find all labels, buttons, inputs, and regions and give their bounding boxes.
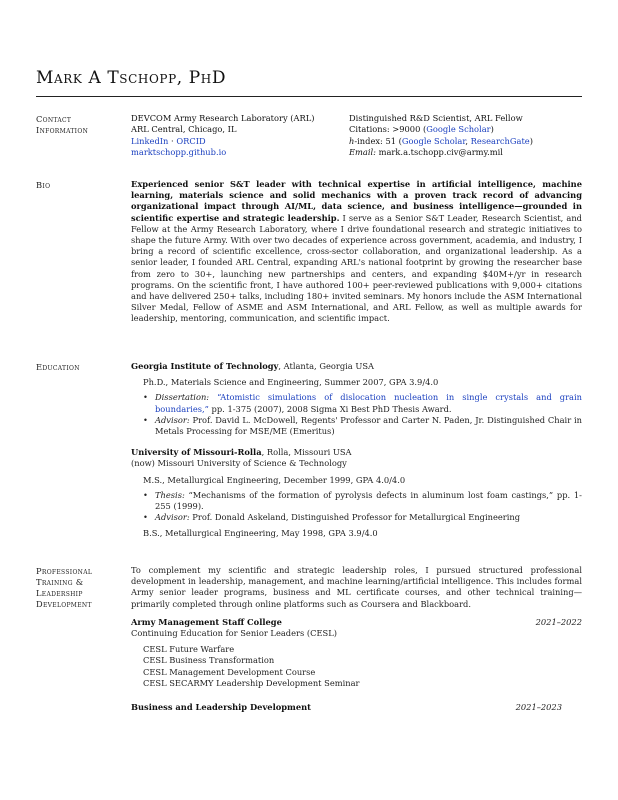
- thesis-label: Thesis:: [155, 489, 185, 500]
- dissertation-rest: pp. 1-375 (2007), 2008 Sigma Xi Best PhD Thesis Award.: [208, 403, 452, 414]
- email-label: Email:: [349, 147, 376, 158]
- bio-summary: Experienced senior S&T leader with technical expertise in artificial intelligence, machine learning, materials science and solid mechanics with a proven track record of advancing organizational impact through AI/ML, data science, and business intelligence—grounded in scientific expertise and strategic leadership.: [131, 179, 582, 223]
- thesis-text: “Mechanisms of the formation of pyrolysis defects in aluminum lost foam castings,” pp. 1-255 (1999).: [155, 489, 582, 512]
- list-item: CESL Future Warfare: [143, 644, 235, 655]
- school-line-gt: [131, 361, 582, 372]
- list-item: [135, 490, 582, 512]
- school-place: , Rolla, Missouri USA: [261, 447, 352, 458]
- bio-text: [131, 179, 582, 325]
- label-line: Development: [36, 599, 92, 609]
- ms-details: [131, 490, 582, 524]
- list-item: [135, 392, 582, 414]
- school-place: , Atlanta, Georgia USA: [278, 361, 375, 371]
- school-line-umr: [131, 447, 582, 458]
- hindex-sep: ,: [465, 135, 471, 146]
- advisor-text: Prof. David L. McDowell, Regents' Professor and Carter N. Paden, Jr. Distinguished Chair in Metals Processing for MSE/ME (Emeritus): [155, 414, 582, 437]
- citations-scholar-link[interactable]: Google Scholar: [426, 124, 491, 135]
- dissertation-link[interactable]: “Atomistic simulations of dislocation nucleation in single crystals and grain boundaries,”: [155, 392, 582, 414]
- amsc-title: Army Management Staff College: [131, 616, 282, 627]
- bld-title: Business and Leadership Development: [131, 702, 311, 713]
- training-body: [131, 565, 582, 713]
- label-line: Contact: [36, 114, 72, 124]
- education-body: [131, 361, 582, 540]
- contact-org: DEVCOM Army Research Laboratory (ARL): [131, 113, 315, 123]
- linkedin-link[interactable]: LinkedIn: [131, 135, 169, 146]
- hindex-scholar-link[interactable]: Google Scholar: [401, 135, 466, 146]
- phd-details: [131, 392, 582, 437]
- advisor-label: Advisor:: [155, 414, 190, 425]
- list-item: [135, 415, 582, 437]
- contact-right: [349, 113, 582, 159]
- amsc-subtitle: Continuing Education for Senior Leaders (CESL): [131, 628, 337, 639]
- hindex-close: ): [529, 135, 533, 146]
- label-line: Training &: [36, 577, 84, 587]
- section-label-training: [36, 566, 124, 610]
- contact-location: ARL Central, Chicago, IL: [131, 124, 237, 135]
- orcid-link[interactable]: ORCID: [176, 135, 206, 146]
- citations-close: ): [490, 124, 494, 135]
- email-address: mark.a.tschopp.civ@army.mil: [375, 147, 503, 158]
- bio-details: I serve as a Senior S&T Leader, Research Scientist, and Fellow at the Army Research Laboratory, where I drive foundational research and strategic initiatives to shape the future Army. With over two decades of experience across government, academia, and industry, I bring a record of scientific excellence, cross-sector collaboration, and organizational leadership. As a senior leader, I founded ARL Central, expanding ARL's national footprint by growing the researcher base from zero to 30+, launching new partnerships and centers, and expanding $40M+/yr in research programs. On the scientific front, I have authored 100+ peer-reviewed publications with 9,000+ citations and have delivered 250+ talks, including 180+ invited seminars. My honors include the ASM International Silver Medal, Fellow of ASME and ASM International, and ARL Fellow, as well as multiple awards for leadership, mentoring, communication, and scientific impact.: [131, 212, 582, 324]
- citations-line: [349, 124, 582, 135]
- researchgate-link[interactable]: ResearchGate: [470, 135, 530, 146]
- amsc-heading: [131, 617, 582, 628]
- degree-ms: M.S., Metallurgical Engineering, December 1999, GPA 4.0/4.0: [143, 474, 406, 485]
- page-title: Mark A Tschopp, PhD: [36, 68, 227, 88]
- training-intro: To complement my scientific and strategic leadership roles, I pursued structured professional development in leadership, management, and machine learning/artificial intelligence. This includes formal Army senior leader programs, business and ML certificate courses, and other technical training—primarily completed through online platforms such as Coursera and Blackboard.: [131, 565, 582, 609]
- contact-links: [131, 136, 346, 147]
- bld-heading: [131, 702, 582, 713]
- link-separator: ·: [168, 135, 177, 146]
- label-line: Leadership: [36, 588, 83, 598]
- contact-left: [131, 113, 346, 159]
- email-line: [349, 147, 582, 158]
- hindex-text: -index: 51 (: [354, 135, 402, 146]
- section-label-contact: [36, 114, 124, 136]
- list-item: CESL Business Transformation: [143, 655, 275, 666]
- dissertation-label: Dissertation:: [155, 392, 210, 403]
- school-now: (now) Missouri University of Science & Technology: [131, 458, 347, 469]
- section-label-education: Education: [36, 362, 80, 372]
- school-name: Georgia Institute of Technology: [131, 361, 279, 371]
- list-item: CESL Management Development Course: [143, 666, 316, 677]
- bld-dates: 2021–2023: [515, 702, 562, 713]
- list-item: [135, 512, 582, 523]
- section-label-bio: Bio: [36, 180, 51, 190]
- degree-bs: B.S., Metallurgical Engineering, May 1998, GPA 3.9/4.0: [143, 528, 378, 539]
- contact-title: Distinguished R&D Scientist, ARL Fellow: [349, 113, 523, 123]
- advisor-label: Advisor:: [155, 512, 190, 523]
- advisor-text: Prof. Donald Askeland, Distinguished Professor for Metallurgical Engineering: [189, 512, 521, 523]
- label-line: Information: [36, 125, 89, 135]
- hindex-h: h: [349, 135, 355, 146]
- cesl-course-list: [131, 644, 582, 689]
- website-link[interactable]: marktschopp.github.io: [131, 147, 227, 158]
- label-line: Professional: [36, 566, 93, 576]
- title-divider: [36, 96, 582, 97]
- amsc-dates: 2021–2022: [535, 616, 582, 627]
- citations-text: Citations: >9000 (: [349, 124, 427, 135]
- school-name: University of Missouri-Rolla: [131, 447, 262, 458]
- degree-phd: Ph.D., Materials Science and Engineering, Summer 2007, GPA 3.9/4.0: [143, 377, 439, 388]
- hindex-line: [349, 136, 582, 147]
- list-item: CESL SECARMY Leadership Development Seminar: [143, 677, 360, 688]
